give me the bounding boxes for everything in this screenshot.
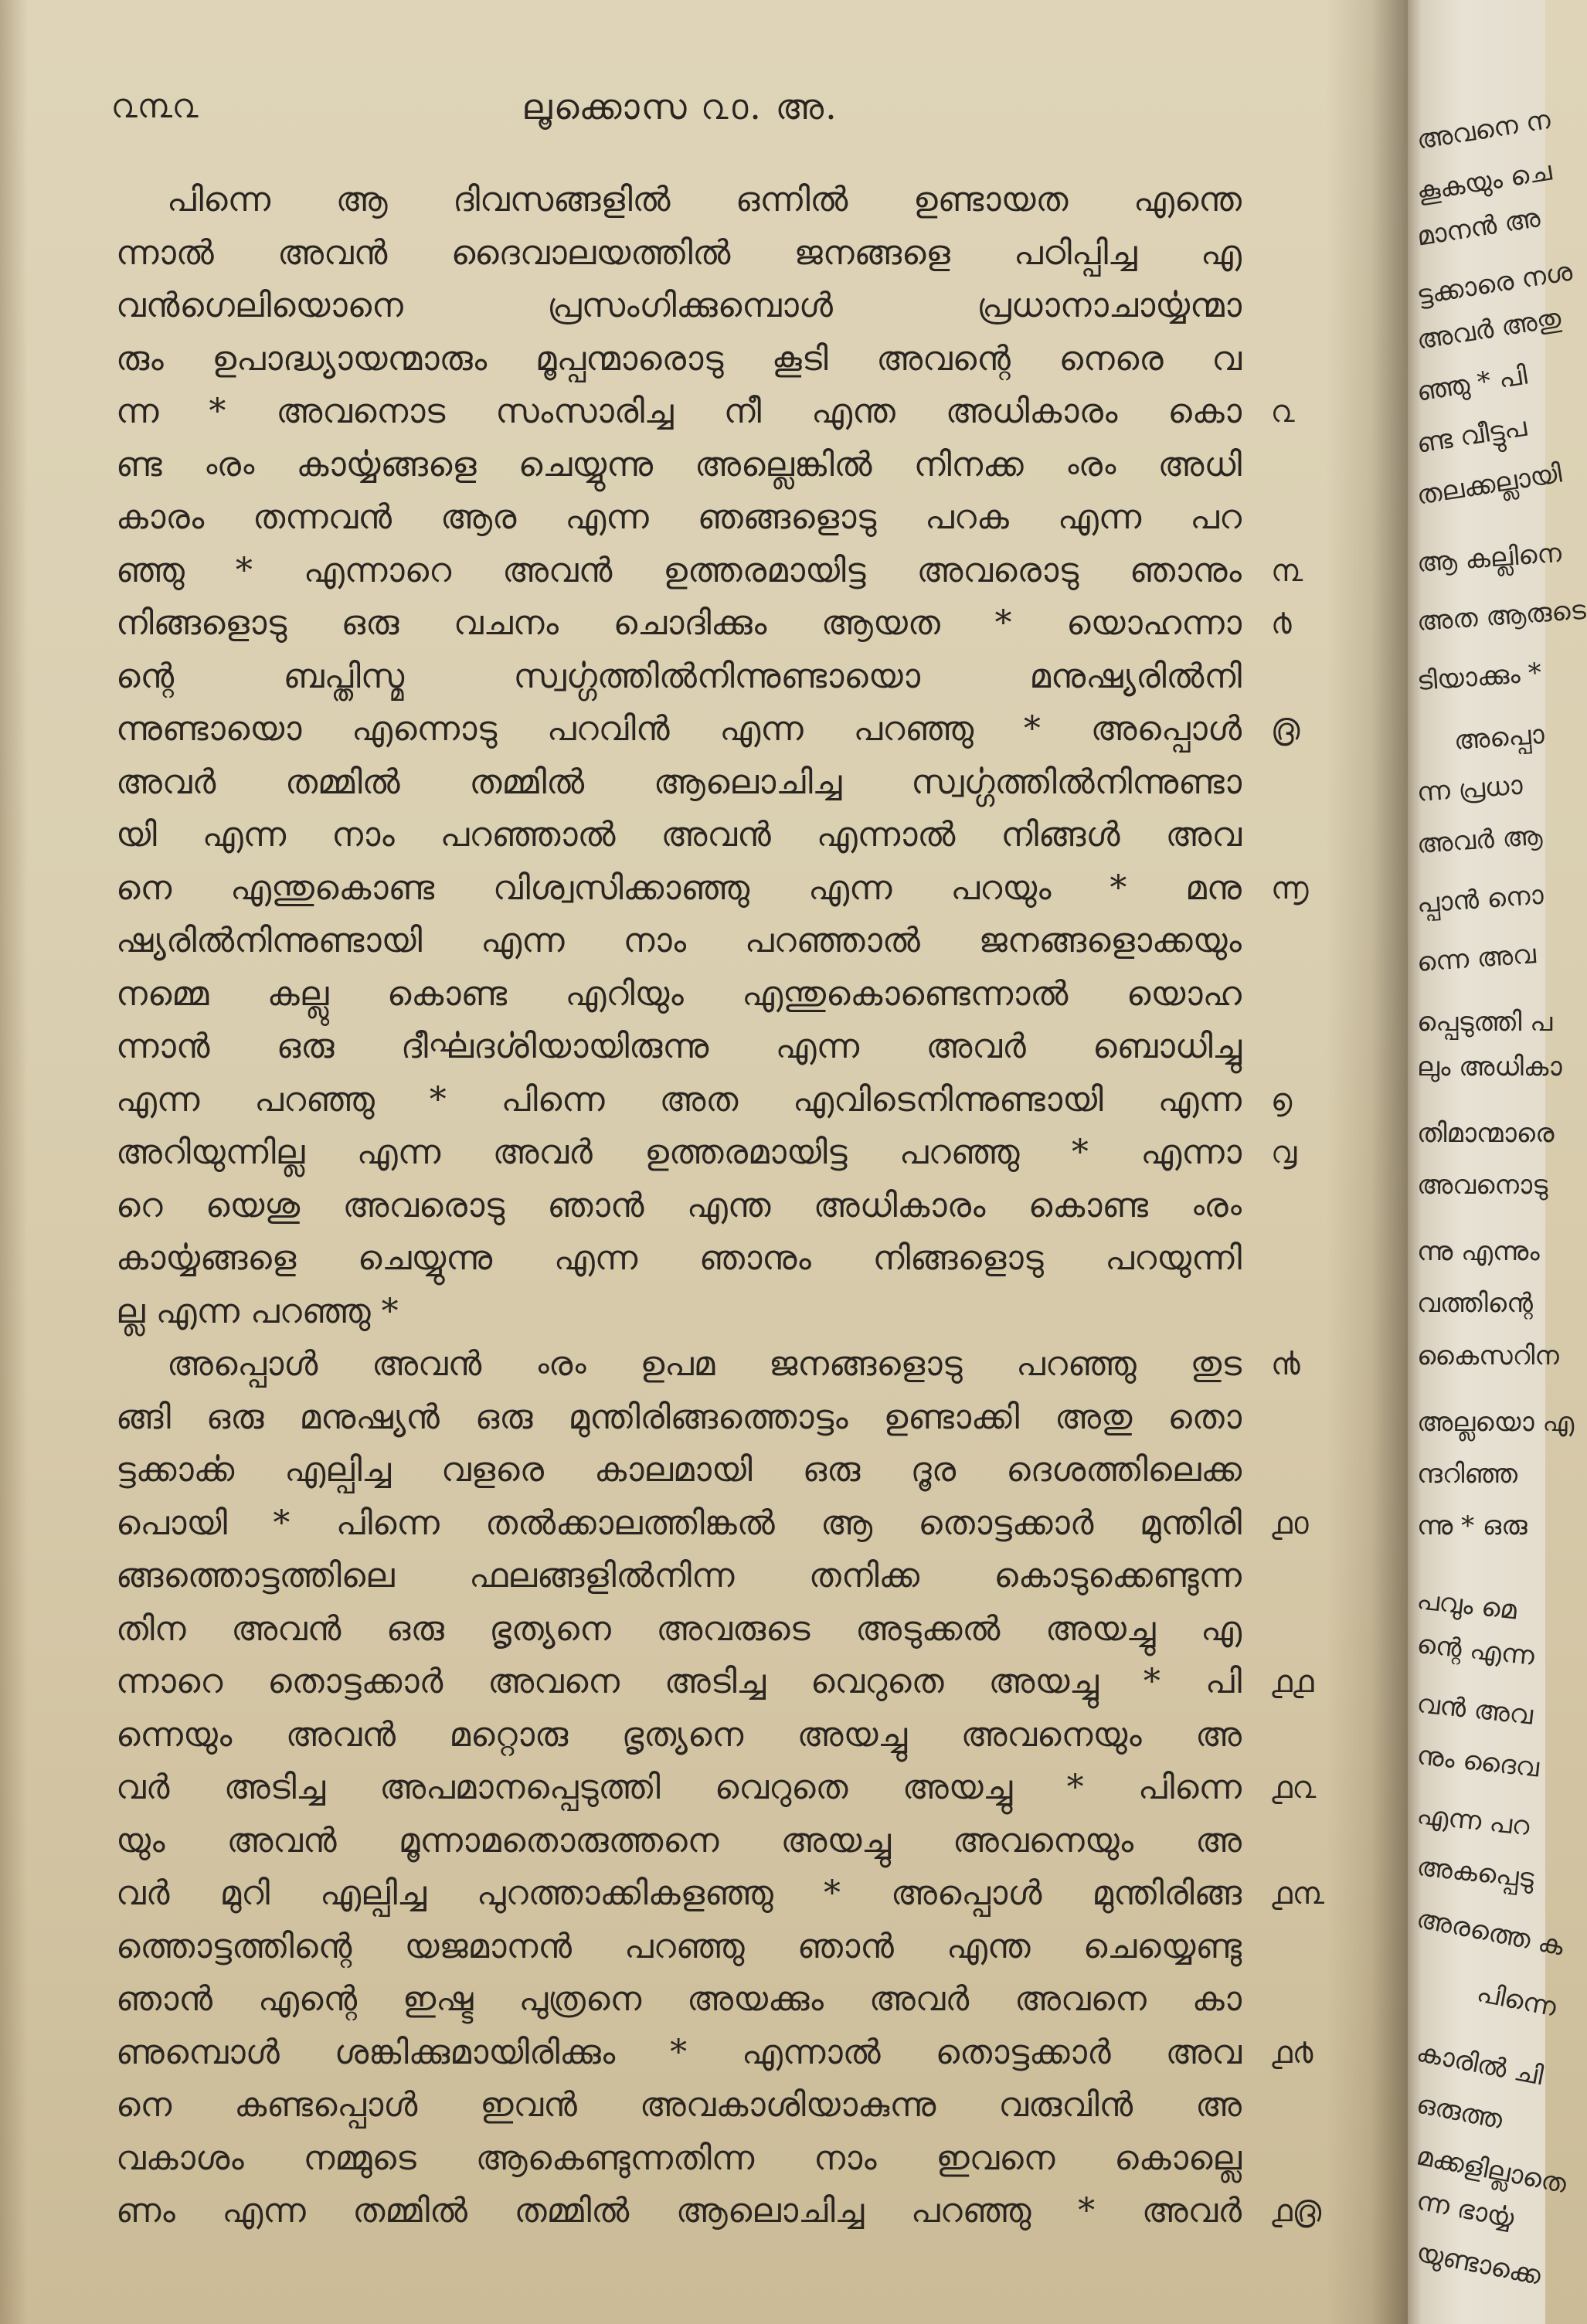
line-text: യി എന്ന നാം പറഞ്ഞാൽ അവൻ എന്നാൽ നിങ്ങൾ അവ bbox=[116, 815, 1242, 855]
facing-page-fragment: ണ്ട വീട്ടുപ bbox=[1414, 411, 1529, 460]
facing-page-fragment: വത്തിന്റെ bbox=[1417, 1288, 1533, 1319]
line-text: ണുമ്പൊൾ ശങ്കിക്കുമായിരിക്കും * എന്നാൽ തൊട്ടക്കാർ അവ bbox=[116, 2032, 1242, 2072]
facing-page-fragment: പിന്നെ bbox=[1474, 1977, 1559, 2023]
line-text: ങ്ങി ഒരു മനുഷ്യൻ ഒരു മുന്തിരിങ്ങത്തൊട്ടം ഉണ്ടാക്കി അതു തൊ bbox=[116, 1397, 1242, 1437]
line-text: പൊയി * പിന്നെ തൽക്കാലത്തിങ്കൽ ആ തൊട്ടക്കാർ മുന്തിരി bbox=[116, 1503, 1242, 1543]
text-line bbox=[116, 1180, 1344, 1233]
text-line bbox=[116, 1497, 1344, 1551]
line-text: നെ കണ്ടപ്പൊൾ ഇവൻ അവകാശിയാകുന്നു വരുവിൻ അ bbox=[116, 2085, 1242, 2125]
line-text: ന്റെ ബപ്തിസ്മ സ്വൎഗ്ഗത്തിൽനിന്നുണ്ടായൊ മനുഷ്യരിൽനി bbox=[116, 656, 1242, 696]
line-text: ട്ടക്കാൎക്ക എല്പിച്ച വളരെ കാലമായി ഒരു ദൂര ദെശത്തിലെക്ക bbox=[116, 1450, 1242, 1490]
facing-page-fragment: അകപ്പെടു bbox=[1415, 1851, 1536, 1894]
text-line bbox=[116, 1126, 1344, 1180]
facing-page-fragment: ഒരുത്ത bbox=[1414, 2088, 1506, 2136]
verse-number: ൨ bbox=[1271, 394, 1295, 430]
line-text: വൻഗെലിയൊനെ പ്രസംഗിക്കുമ്പൊൾ പ്രധാനാചാൎയ്യന്മാ bbox=[116, 286, 1242, 325]
facing-page-fragment: ന്ന പ്രധാ bbox=[1415, 770, 1524, 808]
line-text: ന്നാൽ അവൻ ദൈവാലയത്തിൽ ജനങ്ങളെ പഠിപ്പിച്ച എ bbox=[116, 233, 1242, 273]
line-text: നെ എന്തുകൊണ്ട വിശ്വസിക്കാഞ്ഞു എന്ന പറയും * മനു bbox=[116, 868, 1242, 908]
verse-number: ൭ bbox=[1271, 1082, 1293, 1118]
line-text: രും ഉപാദ്ധ്യായന്മാരും മൂപ്പന്മാരൊടു കൂടി അവന്റെ നെരെ വ bbox=[116, 338, 1242, 379]
facing-page-fragment: കൈസറിന bbox=[1417, 1340, 1559, 1371]
facing-page-fragment: ട്ടക്കാരെ നശ bbox=[1414, 256, 1575, 311]
text-line bbox=[116, 1550, 1344, 1603]
text-line bbox=[116, 968, 1344, 1021]
text-line bbox=[116, 545, 1344, 598]
facing-page-fragment: അവർ ആ bbox=[1415, 820, 1544, 860]
line-text: ല്ല എന്ന പറഞ്ഞു * bbox=[116, 1291, 399, 1331]
facing-page-fragment: അത ആരുടെ bbox=[1415, 594, 1587, 637]
text-line bbox=[116, 756, 1344, 810]
text-line bbox=[116, 2079, 1344, 2132]
line-text: ണ്ട ൟ കാൎയ്യങ്ങളെ ചെയ്യുന്നു അല്ലെങ്കിൽ നിനക്ക ൟ അധി bbox=[116, 444, 1242, 484]
facing-page-fragment: ന്നു * ഒരു bbox=[1417, 1510, 1528, 1541]
facing-page-fragment: ആ കല്ലിനെ bbox=[1415, 537, 1563, 579]
text-line bbox=[116, 1973, 1344, 2027]
line-text: പിന്നെ ആ ദിവസങ്ങളിൽ ഒന്നിൽ ഉണ്ടായത എന്തെ bbox=[167, 180, 1242, 219]
line-text: നിങ്ങളൊടു ഒരു വചനം ചൊദിക്കും ആയത * യൊഹന്നാ bbox=[116, 603, 1242, 643]
text-line bbox=[116, 1921, 1344, 1974]
facing-page-fragment: ന്നെ അവ bbox=[1415, 939, 1538, 978]
text-line bbox=[116, 1391, 1344, 1445]
line-text: വർ മുറി എല്പിച്ച പുറത്താക്കികളഞ്ഞു * അപ്പൊൾ മുന്തിരിങ്ങ bbox=[116, 1874, 1242, 1913]
facing-page-fragment: അവനൊടു bbox=[1417, 1170, 1548, 1201]
text-line bbox=[116, 227, 1344, 280]
text-line bbox=[116, 1603, 1344, 1656]
facing-page-fragment: തിമാന്മാരെ bbox=[1417, 1118, 1555, 1149]
facing-page-fragment: മാനൻ അ bbox=[1414, 202, 1543, 253]
verse-number: ൧൦ bbox=[1271, 1505, 1309, 1541]
line-text: യും അവൻ മൂന്നാമതൊരുത്തനെ അയച്ചു അവനെയും അ bbox=[116, 1820, 1242, 1860]
text-line bbox=[116, 651, 1344, 704]
page-left-edge-shadow bbox=[0, 0, 28, 2324]
line-text: അവർ തമ്മിൽ തമ്മിൽ ആലൊചിച്ച സ്വൎഗ്ഗത്തിൽനിന്നുണ്ടാ bbox=[116, 762, 1242, 802]
verse-number: ൪ bbox=[1271, 606, 1292, 641]
facing-page-fragment: അപ്പൊ bbox=[1453, 719, 1545, 756]
text-line bbox=[116, 439, 1344, 492]
text-line bbox=[116, 1709, 1344, 1762]
line-text: റെ യെശു അവരൊടു ഞാൻ എന്ത അധികാരം കൊണ്ട ൟ bbox=[116, 1185, 1242, 1225]
facing-page-fragment: ഞ്ഞു * പി bbox=[1414, 359, 1530, 408]
facing-page-fragment: യുണ്ടാക്കെ bbox=[1414, 2237, 1544, 2292]
text-line bbox=[116, 2027, 1344, 2080]
line-text: ഷ്യരിൽനിന്നുണ്ടായി എന്ന നാം പറഞ്ഞാൽ ജനങ്ങളൊക്കയും bbox=[116, 921, 1242, 960]
facing-page-fragment: അല്ലയൊ എ bbox=[1417, 1407, 1575, 1438]
text-line bbox=[116, 1815, 1344, 1868]
text-line bbox=[116, 809, 1344, 862]
text-line bbox=[116, 1762, 1344, 1815]
text-line bbox=[116, 491, 1344, 545]
facing-page-fragment: തലക്കല്ലായി bbox=[1414, 457, 1564, 511]
line-text: തിന അവൻ ഒരു ഭൃത്യനെ അവരുടെ അടുക്കൽ അയച്ചു എ bbox=[116, 1609, 1242, 1649]
line-text: വകാശം നമ്മുടെ ആകെണ്ടുന്നതിന്ന നാം ഇവനെ കൊല്ലെ bbox=[116, 2138, 1242, 2178]
facing-page-fragment: പ്പാൻ നൊ bbox=[1415, 879, 1545, 919]
verse-number: ൧൩ bbox=[1271, 1876, 1324, 1911]
text-line bbox=[116, 1232, 1344, 1286]
text-line bbox=[116, 174, 1344, 227]
verse-number: ൫ bbox=[1271, 712, 1300, 747]
line-text: ണം എന്ന തമ്മിൽ തമ്മിൽ ആലൊചിച്ച പറഞ്ഞു * അവർ bbox=[116, 2191, 1242, 2231]
page-body bbox=[116, 174, 1344, 2238]
facing-page-fragment: ന്ന ഭാൎയ്യ bbox=[1414, 2185, 1517, 2234]
text-line bbox=[116, 1444, 1344, 1497]
line-text: ന്നാറെ തൊട്ടക്കാർ അവനെ അടിച്ച വെറുതെ അയച്ചു * പി bbox=[116, 1662, 1242, 1701]
facing-page-fragment: ന്റെ എന്ന bbox=[1415, 1629, 1536, 1672]
text-line bbox=[116, 915, 1344, 968]
text-line bbox=[116, 386, 1344, 439]
line-text: ന്നെയും അവൻ മറ്റൊരു ഭൃത്യനെ അയച്ചു അവനെയും അ bbox=[116, 1714, 1242, 1755]
verse-number: ൧൫ bbox=[1271, 2193, 1322, 2229]
verse-number: ൧൪ bbox=[1271, 2034, 1313, 2071]
verse-number: ൬ bbox=[1271, 870, 1309, 906]
facing-page-fragment: നും ദൈവ bbox=[1415, 1740, 1541, 1784]
text-line bbox=[116, 862, 1344, 916]
line-text: ഞാൻ എന്റെ ഇഷ്ട പുത്രനെ അയക്കും അവർ അവനെ കാ bbox=[116, 1979, 1242, 2019]
running-head: ലൂക്കൊസ ൨൦. അ. bbox=[522, 86, 838, 127]
facing-page-fragment: ന്ദറിഞ്ഞ bbox=[1417, 1459, 1518, 1490]
facing-page-fragment: മക്കളില്ലാതെ bbox=[1414, 2140, 1569, 2200]
facing-page-fragment: അവർ അതു bbox=[1414, 302, 1564, 356]
facing-page-edge bbox=[1408, 0, 1587, 2324]
facing-page-fragment: ന്നു എന്നും bbox=[1417, 1236, 1540, 1267]
facing-page-fragment: ടിയാക്കും * bbox=[1415, 657, 1543, 697]
line-text: നമ്മെ കല്ലു കൊണ്ട എറിയും എന്തുകൊണ്ടെന്നാൽ യൊഹ bbox=[116, 973, 1242, 1014]
line-text: കാരം തന്നവൻ ആര എന്ന ഞങ്ങളൊടു പറക എന്ന പറ bbox=[116, 498, 1242, 537]
facing-page-fragment: എന്ന പറ bbox=[1415, 1799, 1531, 1843]
text-line bbox=[116, 1286, 1344, 1339]
facing-page-fragment: കാരിൽ ചി bbox=[1414, 2037, 1546, 2092]
facing-page-fragment: അവനെ ന bbox=[1414, 104, 1553, 156]
verse-number: ൩ bbox=[1271, 552, 1303, 589]
line-text: ന്നുണ്ടായൊ എന്നൊടു പറവിൻ എന്ന പറഞ്ഞു * അപ്പൊൾ bbox=[116, 709, 1242, 749]
facing-page-fragment: പവും മെ bbox=[1415, 1585, 1518, 1626]
verse-number: ൧൨ bbox=[1271, 1770, 1317, 1806]
line-text: അപ്പൊൾ അവൻ ൟ ഉപമ ജനങ്ങളൊടു പറഞ്ഞു തുട bbox=[167, 1344, 1242, 1384]
text-line bbox=[116, 2132, 1344, 2186]
text-line bbox=[116, 1656, 1344, 1709]
facing-page-fragment: വൻ അവ bbox=[1415, 1688, 1534, 1731]
line-text: ങ്ങത്തൊട്ടത്തിലെ ഫലങ്ങളിൽനിന്ന തനിക്ക കൊടുക്കെണ്ടുന്ന bbox=[116, 1556, 1242, 1595]
facing-page-fragment: ലും അധികാ bbox=[1417, 1052, 1562, 1082]
text-line bbox=[116, 703, 1344, 756]
line-text: അറിയുന്നില്ല എന്ന അവർ ഉത്തരമായിട്ട പറഞ്ഞു * എന്നാ bbox=[116, 1133, 1242, 1172]
facing-page-fragment: പ്പെടുത്തി പ bbox=[1417, 1007, 1553, 1038]
line-text: ഞ്ഞു * എന്നാറെ അവൻ ഉത്തരമായിട്ട അവരൊടു ഞാനും bbox=[116, 550, 1242, 590]
page-number: ൨൩൨ bbox=[111, 87, 199, 126]
line-text: വർ അടിച്ച അപമാനപ്പെടുത്തി വെറുതെ അയച്ചു * പിന്നെ bbox=[116, 1768, 1242, 1807]
text-line bbox=[116, 597, 1344, 651]
line-text: കാൎയ്യങ്ങളെ ചെയ്യുന്നു എന്ന ഞാനും നിങ്ങളൊടു പറയുന്നി bbox=[116, 1238, 1242, 1278]
text-line bbox=[116, 1021, 1344, 1074]
text-line bbox=[116, 2185, 1344, 2238]
line-text: എന്ന പറഞ്ഞു * പിന്നെ അത എവിടെനിന്നുണ്ടായി എന്ന bbox=[116, 1079, 1242, 1120]
text-line bbox=[116, 333, 1344, 386]
line-text: ന്ന * അവനൊട സംസാരിച്ച നീ എന്ത അധികാരം കൊ bbox=[116, 392, 1242, 431]
text-line bbox=[116, 1338, 1344, 1391]
verse-number: ൯ bbox=[1271, 1347, 1300, 1382]
line-text: ന്നാൻ ഒരു ദീൎഘദൎശിയായിരുന്നു എന്ന അവർ ബൊധിച്ചു bbox=[116, 1027, 1242, 1066]
facing-page-fragment: കൂകയും ചെ bbox=[1414, 155, 1554, 208]
line-text: ത്തൊട്ടത്തിന്റെ യജമാനൻ പറഞ്ഞു ഞാൻ എന്ത ചെയ്യെണ്ടു bbox=[116, 1926, 1242, 1966]
text-line bbox=[116, 1867, 1344, 1921]
text-line bbox=[116, 1074, 1344, 1127]
verse-number: ൧൧ bbox=[1271, 1664, 1314, 1700]
facing-page-fragment: അരത്തെ ക bbox=[1414, 1903, 1566, 1962]
verse-number: ൮ bbox=[1271, 1135, 1297, 1170]
text-line bbox=[116, 280, 1344, 333]
